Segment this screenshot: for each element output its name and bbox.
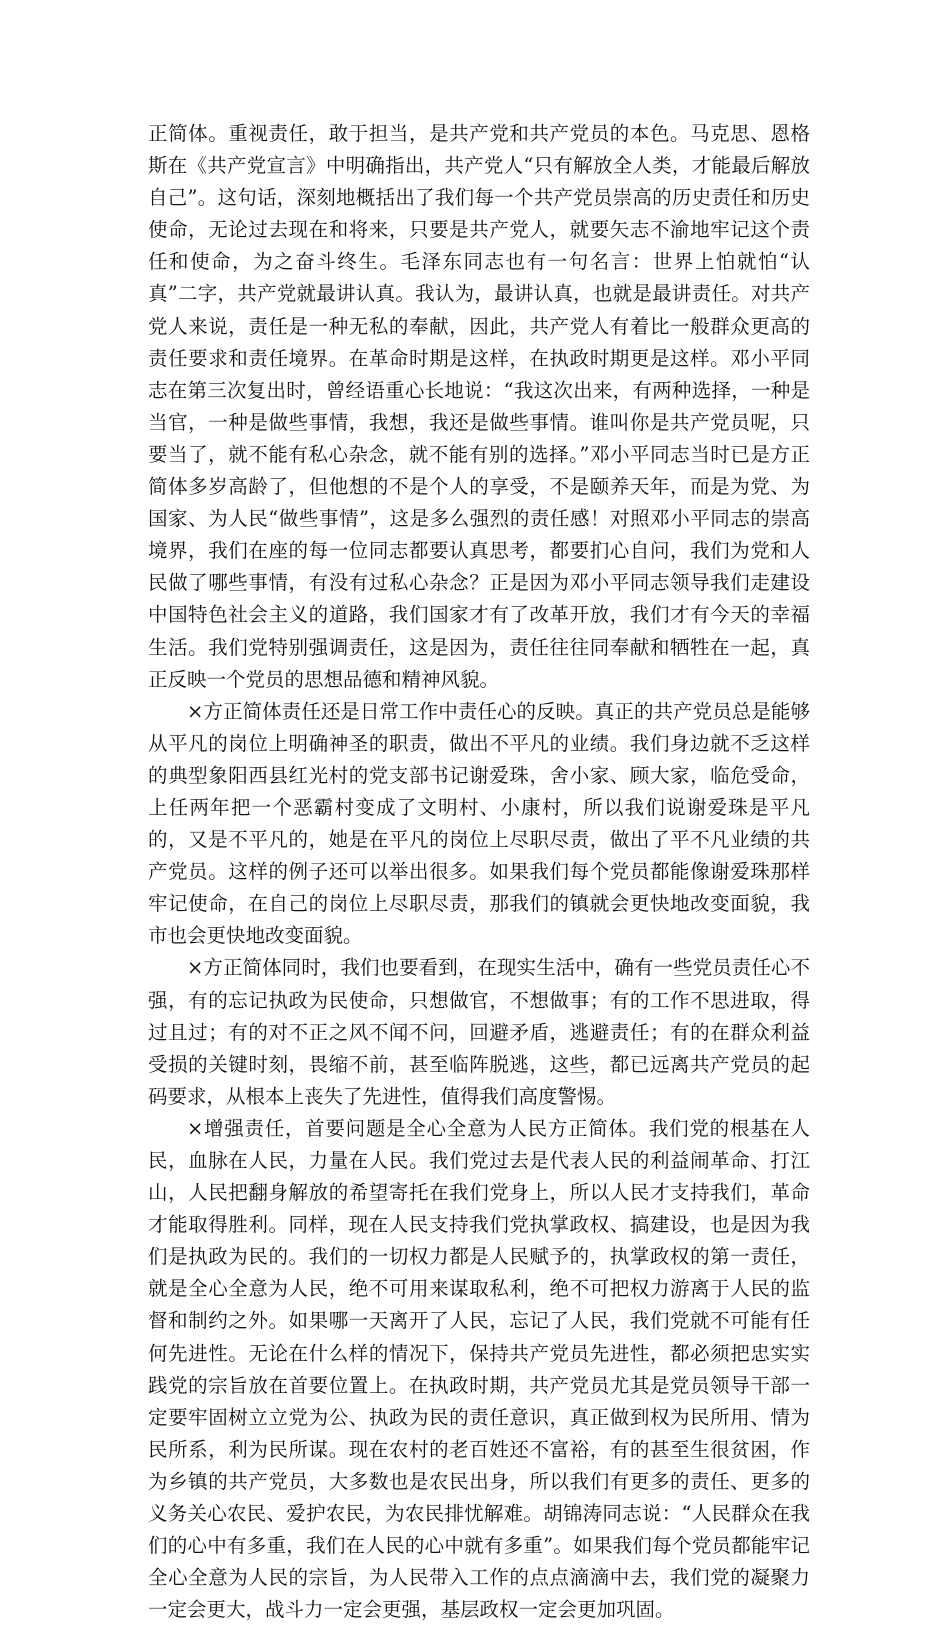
paragraph-4: ×增强责任，首要问题是全心全意为人民方正简体。我们党的根基在人民，血脉在人民，力量在人民。我们党过去是代表人民的利益闹革命、打江山，人民把翻身解放的希望寄托在我们党身上，所以人民才支持我们，革命才能取得胜利。同样，现在人民支持我们党执掌政权、搞建设，也是因为我们是执政为民的。我们的一切权力都是人民赋予的，执掌政权的第一责任，就是全心全意为人民，绝不可用来谋取私利，绝不可把权力游离于人民的监督和制约之外。如果哪一天离开了人民，忘记了人民，我们党就不可能有任何先进性。无论在什么样的情况下，保持共产党员先进性，都必须把忠实实践党的宗旨放在首要位置上。在执政时期，共产党员尤其是党员领导干部一定要牢固树立立党为公、执政为民的责任意识，真正做到权为民所用、情为民所系，利为民所谋。现在农村的老百姓还不富裕，有的甚至生很贫困，作为乡镇的共产党员，大多数也是农民出身，所以我们有更多的责任、更多的义务关心农民、爱护农民，为农民排忧解难。胡锦涛同志说：“人民群众在我们的心中有多重，我们在人民的心中就有多重”。如果我们每个党员都能牢记全心全意为人民的宗旨，为人民带入工作的点点滴滴中去，我们党的凝聚力一定会更大，战斗力一定会更强，基层政权一定会更加巩固。: [148, 1116, 810, 1622]
paragraph-2: ×方正简体责任还是日常工作中责任心的反映。真正的共产党员总是能够从平凡的岗位上明确神圣的职责，做出不平凡的业绩。我们身边就不乏这样的典型象阳西县红光村的党支部书记谢爱珠，舍小家、顾大家，临危受命，上任两年把一个恶霸村变成了文明村、小康村，所以我们说谢爱珠是平凡的，又是不平凡的，她是在平凡的岗位上尽职尽责，做出了平不凡业绩的共产党员。这样的例子还可以举出很多。如果我们每个党员都能像谢爱珠那样牢记使命，在自己的岗位上尽职尽责，那我们的镇就会更快地改变面貌，我市也会更快地改变面貌。: [148, 699, 810, 948]
document-body: [148, 118, 810, 1626]
paragraph-1: 正简体。重视责任，敢于担当，是共产党和共产党员的本色。马克思、恩格斯在《共产党宣言》中明确指出，共产党人“只有解放全人类，才能最后解放自己”。这句话，深刻地概括出了我们每一个共产党员崇高的历史责任和历史使命，无论过去现在和将来，只要是共产党人，就要矢志不渝地牢记这个责任和使命，为之奋斗终生。毛泽东同志也有一句名言：世界上怕就怕“认真”二字，共产党就最讲认真。我认为，最讲认真，也就是最讲责任。对共产党人来说，责任是一种无私的奉献，因此，共产党人有着比一般群众更高的责任要求和责任境界。在革命时期是这样，在执政时期更是这样。邓小平同志在第三次复出时，曾经语重心长地说：“我这次出来，有两种选择，一种是当官，一种是做些事情，我想，我还是做些事情。谁叫你是共产党员呢，只要当了，就不能有私心杂念，就不能有别的选择。”邓小平同志当时已是方正简体多岁高龄了，但他想的不是个人的享受，不是颐养天年，而是为党、为国家、为人民“做些事情”，这是多么强烈的责任感！对照邓小平同志的崇高境界，我们在座的每一位同志都要认真思考，都要扪心自问，我们为党和人民做了哪些事情，有没有过私心杂念？正是因为邓小平同志领导我们走建设中国特色社会主义的道路，我们国家才有了改革开放，我们才有今天的幸福生活。我们党特别强调责任，这是因为，责任往往同奉献和牺牲在一起，真正反映一个党员的思想品德和精神风貌。: [148, 122, 810, 691]
paragraph-3: ×方正简体同时，我们也要看到，在现实生活中，确有一些党员责任心不强，有的忘记执政为民使命，只想做官，不想做事；有的工作不思进取，得过且过；有的对不正之风不闻不问，回避矛盾，逃避责任；有的在群众利益受损的关键时刻，畏缩不前，甚至临阵脱逃，这些，都已远离共产党员的起码要求，从根本上丧失了先进性，值得我们高度警惕。: [148, 956, 810, 1108]
